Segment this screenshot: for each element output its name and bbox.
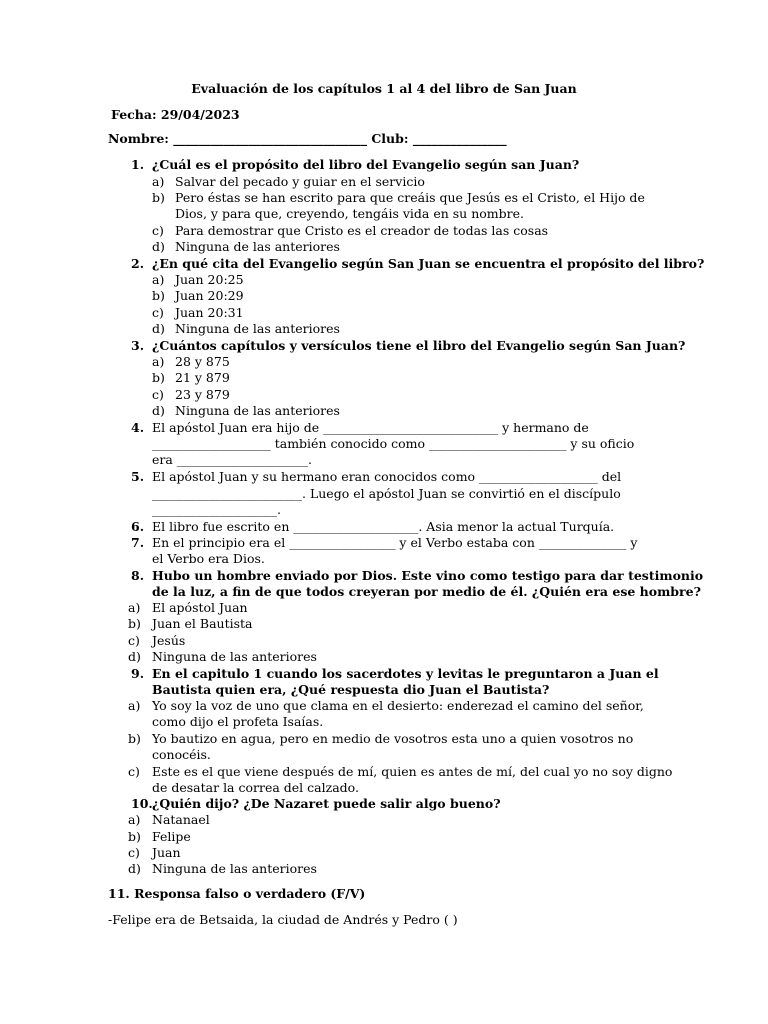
q2-option-c: Juan 20:31 [175,305,244,320]
question-11-item: -Felipe era de Betsaida, la ciudad de Andrés y Pedro ( ) [108,912,458,927]
question-7-number: 7. [131,535,145,550]
question-4-line-3: era _____________________. [152,452,313,467]
q1-option-a: Salvar del pecado y guiar en el servicio [175,174,425,189]
question-1-text: ¿Cuál es el propósito del libro del Evangelio según san Juan? [152,157,580,172]
q8-option-c-letter: c) [128,633,140,648]
q9-option-a-letter: a) [128,698,141,713]
q9-option-c-cont: de desatar la correa del calzado. [152,780,359,795]
question-4-line-1: El apóstol Juan era hijo de ____________________________ y hermano de [152,420,589,435]
q10-option-b: Felipe [152,829,191,844]
question-10-text: ¿Quién dijo? ¿De Nazaret puede salir algo bueno? [152,796,501,811]
question-4-number: 4. [131,420,145,435]
q9-option-c: Este es el que viene después de mí, quien es antes de mí, del cual yo no soy digno [152,764,673,779]
question-7-line-2: el Verbo era Dios. [152,551,265,566]
q8-option-a-letter: a) [128,600,141,615]
q1-option-d-letter: d) [152,239,165,254]
q3-option-b-letter: b) [152,370,165,385]
q3-option-a-letter: a) [152,354,165,369]
q1-option-a-letter: a) [152,174,165,189]
q10-option-d: Ninguna de las anteriores [152,861,317,876]
q1-option-c: Para demostrar que Cristo es el creador de todas las cosas [175,223,549,238]
q9-option-c-letter: c) [128,764,140,779]
page-title: Evaluación de los capítulos 1 al 4 del libro de San Juan [191,81,577,96]
question-1-number: 1. [131,157,145,172]
question-8-line-1: Hubo un hombre enviado por Dios. Este vino como testigo para dar testimonio [152,568,704,583]
question-11-heading: 11. Responsa falso o verdadero (F/V) [108,886,366,901]
q2-option-d: Ninguna de las anteriores [175,321,340,336]
q8-option-c: Jesús [152,633,186,648]
q10-option-a: Natanael [152,812,210,827]
question-8-number: 8. [131,568,145,583]
question-10-number: 10. [131,796,153,811]
date-line: Fecha: 29/04/2023 [111,107,240,122]
question-8-line-2: de la luz, a fin de que todos creyeran por medio de él. ¿Quién era ese hombre? [152,584,701,599]
q10-option-c: Juan [152,845,181,860]
q1-option-b-letter: b) [152,190,165,205]
q10-option-c-letter: c) [128,845,140,860]
q2-option-c-letter: c) [152,305,164,320]
question-4-line-2: ___________________ también conocido como ______________________ y su oficio [152,436,635,451]
q3-option-d: Ninguna de las anteriores [175,403,340,418]
question-7-line-1: En el principio era el _________________ y el Verbo estaba con ______________ y [152,535,638,550]
q10-option-b-letter: b) [128,829,141,844]
q1-option-d: Ninguna de las anteriores [175,239,340,254]
q1-option-b: Pero éstas se han escrito para que creáis que Jesús es el Cristo, el Hijo de [175,190,645,205]
q2-option-d-letter: d) [152,321,165,336]
q8-option-d-letter: d) [128,649,141,664]
question-5-line-1: El apóstol Juan y su hermano eran conocidos como ___________________ del [152,469,622,484]
q1-option-b-cont: Dios, y para que, creyendo, tengáis vida en su nombre. [175,206,524,221]
q9-option-a-cont: como dijo el profeta Isaías. [152,714,324,729]
question-6-text: El libro fue escrito en ____________________. Asia menor la actual Turquía. [152,519,615,534]
q8-option-b-letter: b) [128,616,141,631]
question-9-number: 9. [131,666,145,681]
q2-option-b: Juan 20:29 [175,288,244,303]
q9-option-b-cont: conocéis. [152,747,211,762]
question-3-text: ¿Cuántos capítulos y versículos tiene el libro del Evangelio según San Juan? [152,338,686,353]
q8-option-d: Ninguna de las anteriores [152,649,317,664]
q2-option-a-letter: a) [152,272,165,287]
q3-option-c: 23 y 879 [175,387,230,402]
question-6-number: 6. [131,519,145,534]
q10-option-a-letter: a) [128,812,141,827]
q9-option-b: Yo bautizo en agua, pero en medio de vosotros esta uno a quien vosotros no [152,731,634,746]
q1-option-c-letter: c) [152,223,164,238]
name-club-line: Nombre: _______________________________ Club: _______________ [108,131,507,146]
question-2-text: ¿En qué cita del Evangelio según San Juan se encuentra el propósito del libro? [152,256,705,271]
question-9-line-2: Bautista quien era, ¿Qué respuesta dio Juan el Bautista? [152,682,550,697]
q3-option-c-letter: c) [152,387,164,402]
q3-option-b: 21 y 879 [175,370,230,385]
q8-option-b: Juan el Bautista [152,616,253,631]
question-5-number: 5. [131,469,145,484]
question-5-line-2: ________________________. Luego el apóstol Juan se convirtió en el discípulo [152,486,621,501]
q10-option-d-letter: d) [128,861,141,876]
q9-option-a: Yo soy la voz de uno que clama en el desierto: enderezad el camino del señor, [152,698,644,713]
q3-option-a: 28 y 875 [175,354,230,369]
question-3-number: 3. [131,338,145,353]
q8-option-a: El apóstol Juan [152,600,248,615]
q3-option-d-letter: d) [152,403,165,418]
question-9-line-1: En el capitulo 1 cuando los sacerdotes y levitas le preguntaron a Juan el [152,666,659,681]
q2-option-a: Juan 20:25 [175,272,244,287]
question-5-line-3: ____________________. [152,502,281,517]
q9-option-b-letter: b) [128,731,141,746]
question-2-number: 2. [131,256,145,271]
q2-option-b-letter: b) [152,288,165,303]
